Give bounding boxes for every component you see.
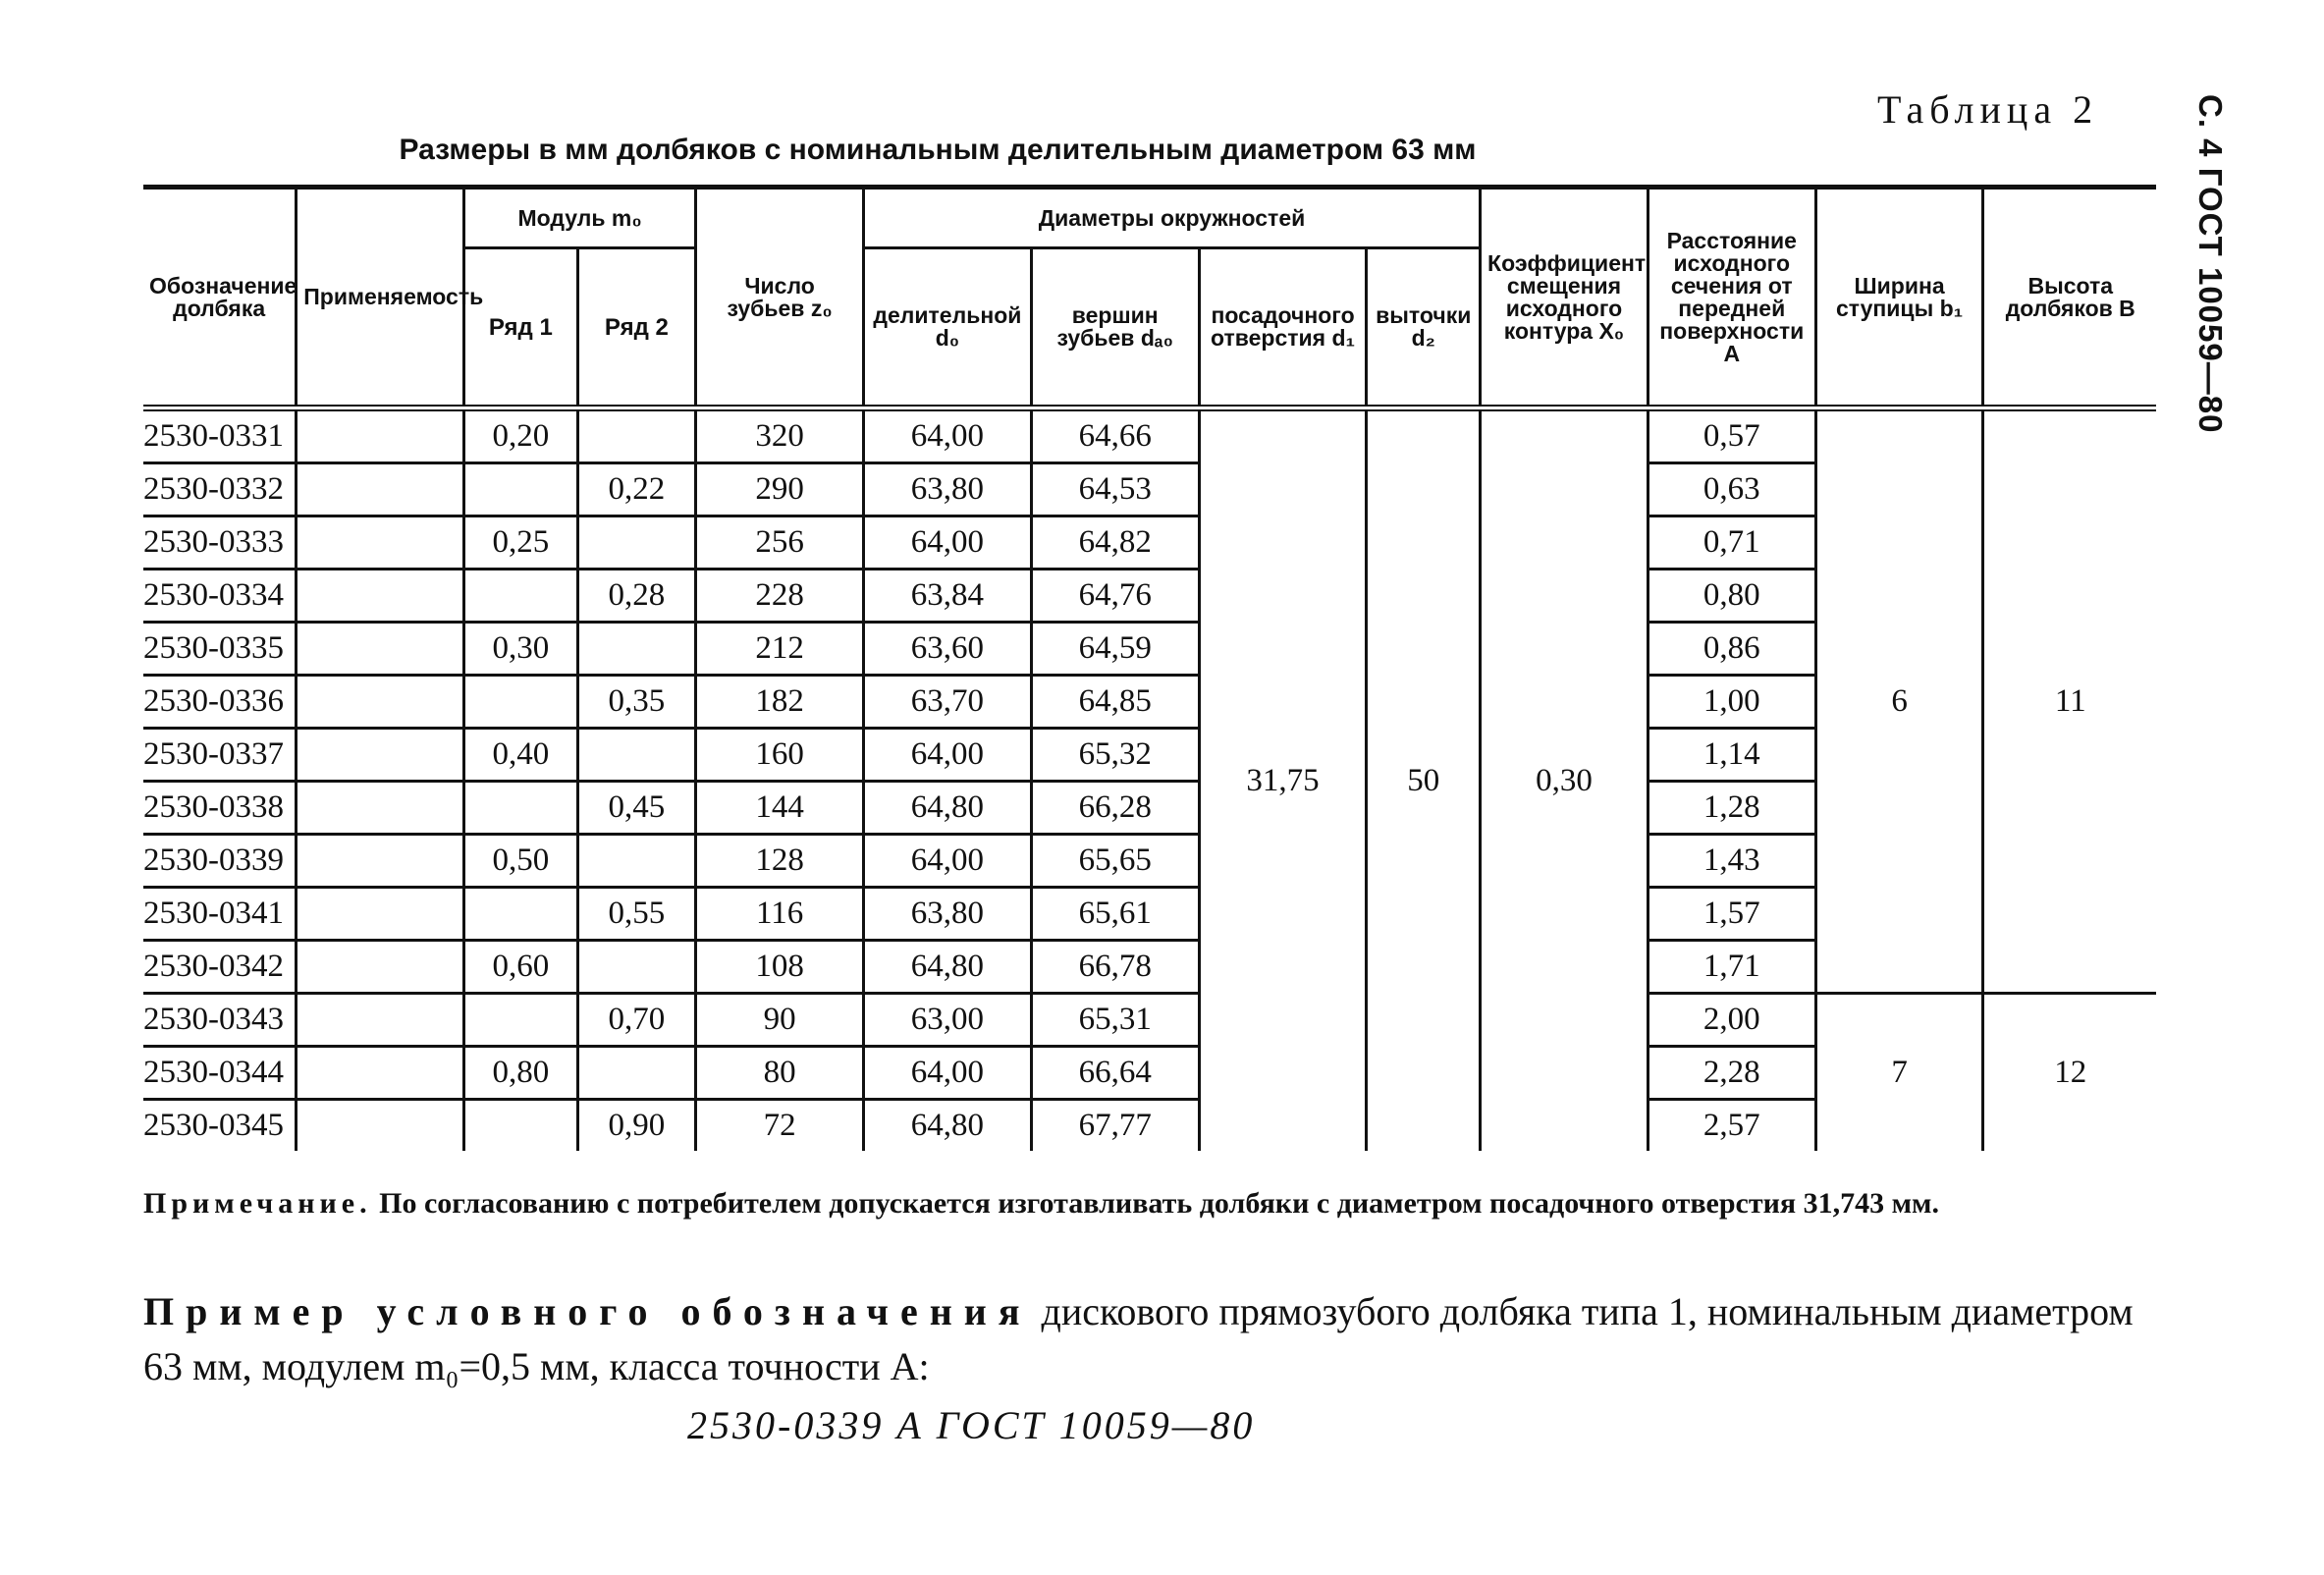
cell-applicability (297, 941, 464, 994)
cell-teeth: 128 (696, 835, 864, 888)
header-coefficient: Коэффициент смещения исходного контура X₀ (1481, 188, 1648, 408)
cell-module-row1: 0,80 (464, 1047, 578, 1100)
cell-distance: 0,86 (1648, 623, 1815, 676)
cell-module-row1 (464, 782, 578, 835)
cell-applicability (297, 676, 464, 729)
cell-hub-width: 7 (1815, 994, 1983, 1152)
table-number-label: Таблица 2 (1877, 87, 2099, 132)
cell-hub-width: 6 (1815, 408, 1983, 994)
cell-teeth: 182 (696, 676, 864, 729)
cell-applicability (297, 1100, 464, 1152)
table-note (143, 1182, 2156, 1225)
cell-tip-diameter: 65,61 (1031, 888, 1199, 941)
cell-tip-diameter: 64,85 (1031, 676, 1199, 729)
cell-teeth: 144 (696, 782, 864, 835)
example-lead: Пример условного обозначения (143, 1289, 1032, 1333)
cell-pitch-diameter: 63,80 (864, 463, 1032, 516)
header-module-row2: Ряд 2 (577, 248, 696, 408)
cell-pitch-diameter: 63,84 (864, 570, 1032, 623)
cell-applicability (297, 463, 464, 516)
cell-module-row1 (464, 570, 578, 623)
cell-teeth: 256 (696, 516, 864, 570)
cell-applicability (297, 570, 464, 623)
header-teeth: Число зубьев z₀ (696, 188, 864, 408)
cell-pitch-diameter: 64,00 (864, 408, 1032, 463)
cell-module-row2: 0,28 (577, 570, 696, 623)
cell-code: 2530-0331 (143, 408, 297, 463)
header-module-group: Модуль m₀ (464, 188, 696, 248)
cell-height: 12 (1983, 994, 2156, 1152)
cell-module-row2: 0,55 (577, 888, 696, 941)
cell-pitch-diameter: 64,00 (864, 1047, 1032, 1100)
cell-pitch-diameter: 64,80 (864, 941, 1032, 994)
cell-teeth: 116 (696, 888, 864, 941)
cell-distance: 1,43 (1648, 835, 1815, 888)
cell-module-row1 (464, 994, 578, 1047)
cell-module-row2: 0,70 (577, 994, 696, 1047)
cell-module-row1: 0,30 (464, 623, 578, 676)
cell-teeth: 290 (696, 463, 864, 516)
cell-tip-diameter: 67,77 (1031, 1100, 1199, 1152)
cell-module-row2 (577, 1047, 696, 1100)
cell-distance: 2,28 (1648, 1047, 1815, 1100)
cell-distance: 1,00 (1648, 676, 1815, 729)
cell-code: 2530-0343 (143, 994, 297, 1047)
cell-module-row1: 0,25 (464, 516, 578, 570)
cell-applicability (297, 888, 464, 941)
cell-code: 2530-0337 (143, 729, 297, 782)
cell-code: 2530-0332 (143, 463, 297, 516)
cell-pitch-diameter: 63,70 (864, 676, 1032, 729)
cell-module-row1: 0,20 (464, 408, 578, 463)
header-hub-width: Ширина ступицы b₁ (1815, 188, 1983, 408)
cell-tip-diameter: 65,32 (1031, 729, 1199, 782)
cell-code: 2530-0336 (143, 676, 297, 729)
cell-height: 11 (1983, 408, 2156, 994)
cell-coefficient: 0,30 (1481, 408, 1648, 1152)
header-code: Обозначение долбяка (143, 188, 297, 408)
cell-teeth: 160 (696, 729, 864, 782)
page-running-header: С. 4 ГОСТ 10059—80 (2192, 94, 2229, 434)
cell-code: 2530-0344 (143, 1047, 297, 1100)
cell-module-row1: 0,60 (464, 941, 578, 994)
cell-module-row1 (464, 463, 578, 516)
designation-code: 2530-0339 А ГОСТ 10059—80 (687, 1403, 1256, 1441)
header-module-row1: Ряд 1 (464, 248, 578, 408)
cell-module-row2 (577, 408, 696, 463)
cell-code: 2530-0342 (143, 941, 297, 994)
cell-pitch-diameter: 63,80 (864, 888, 1032, 941)
cell-applicability (297, 1047, 464, 1100)
cell-teeth: 228 (696, 570, 864, 623)
header-diameters-group: Диаметры окружностей (864, 188, 1481, 248)
cell-distance: 0,57 (1648, 408, 1815, 463)
cell-distance: 1,14 (1648, 729, 1815, 782)
cell-pitch-diameter: 64,80 (864, 782, 1032, 835)
cell-distance: 0,80 (1648, 570, 1815, 623)
cell-distance: 2,00 (1648, 994, 1815, 1047)
cell-module-row1 (464, 888, 578, 941)
cell-module-row2: 0,35 (577, 676, 696, 729)
cell-module-row2: 0,45 (577, 782, 696, 835)
header-recess-diameter: выточки d₂ (1367, 248, 1481, 408)
cell-applicability (297, 516, 464, 570)
cell-applicability (297, 835, 464, 888)
cell-tip-diameter: 64,82 (1031, 516, 1199, 570)
cell-module-row1 (464, 676, 578, 729)
cell-teeth: 212 (696, 623, 864, 676)
header-distance: Расстояние исходного сечения от передней поверхности A (1648, 188, 1815, 408)
cell-applicability (297, 729, 464, 782)
cell-tip-diameter: 64,66 (1031, 408, 1199, 463)
cell-code: 2530-0338 (143, 782, 297, 835)
cell-teeth: 80 (696, 1047, 864, 1100)
header-pitch-diameter: делительной d₀ (864, 248, 1032, 408)
cell-recess-diameter: 50 (1367, 408, 1481, 1152)
cell-distance: 1,57 (1648, 888, 1815, 941)
cell-code: 2530-0339 (143, 835, 297, 888)
cell-module-row2 (577, 623, 696, 676)
cell-module-row1: 0,40 (464, 729, 578, 782)
table-row (143, 994, 2156, 1047)
cell-pitch-diameter: 64,00 (864, 516, 1032, 570)
cell-teeth: 72 (696, 1100, 864, 1152)
cell-tip-diameter: 65,31 (1031, 994, 1199, 1047)
cell-module-row2 (577, 941, 696, 994)
cell-pitch-diameter: 63,00 (864, 994, 1032, 1047)
cell-distance: 2,57 (1648, 1100, 1815, 1152)
note-text: По согласованию с потребителем допускается изготавливать долбяки с диаметром посадочного отверстия 31,743 мм. (371, 1187, 1939, 1220)
cell-distance: 0,71 (1648, 516, 1815, 570)
cell-pitch-diameter: 64,00 (864, 835, 1032, 888)
cell-pitch-diameter: 64,80 (864, 1100, 1032, 1152)
cell-applicability (297, 623, 464, 676)
table-body (143, 408, 2156, 1152)
header-tip-diameter: вершин зубьев dₐ₀ (1031, 248, 1199, 408)
cell-applicability (297, 408, 464, 463)
cell-tip-diameter: 64,76 (1031, 570, 1199, 623)
example-text: дискового прямозубого долбяка типа 1, номинальным диаметром 63 мм, модулем m₀=0,5 мм, класса точности А: (143, 1289, 2134, 1388)
cell-module-row2: 0,90 (577, 1100, 696, 1152)
cell-teeth: 320 (696, 408, 864, 463)
cell-module-row1 (464, 1100, 578, 1152)
cell-module-row2 (577, 835, 696, 888)
cell-code: 2530-0341 (143, 888, 297, 941)
cell-distance: 1,28 (1648, 782, 1815, 835)
header-applicability: Применяемость (297, 188, 464, 408)
designation-example (143, 1284, 2156, 1394)
cell-teeth: 108 (696, 941, 864, 994)
cell-module-row2 (577, 516, 696, 570)
cell-teeth: 90 (696, 994, 864, 1047)
header-height: Высота долбяков B (1983, 188, 2156, 408)
cell-tip-diameter: 66,28 (1031, 782, 1199, 835)
cell-code: 2530-0335 (143, 623, 297, 676)
cell-module-row2: 0,22 (577, 463, 696, 516)
cutter-dimensions-table (143, 185, 2156, 1151)
cell-tip-diameter: 66,78 (1031, 941, 1199, 994)
cell-bore-diameter: 31,75 (1199, 408, 1367, 1152)
cell-applicability (297, 782, 464, 835)
cell-distance: 1,71 (1648, 941, 1815, 994)
cell-pitch-diameter: 63,60 (864, 623, 1032, 676)
note-lead: Примечание. (143, 1187, 372, 1220)
cell-code: 2530-0333 (143, 516, 297, 570)
cell-module-row1: 0,50 (464, 835, 578, 888)
cell-tip-diameter: 64,59 (1031, 623, 1199, 676)
cell-tip-diameter: 66,64 (1031, 1047, 1199, 1100)
header-bore-diameter: посадочного отверстия d₁ (1199, 248, 1367, 408)
table-row (143, 408, 2156, 463)
cell-pitch-diameter: 64,00 (864, 729, 1032, 782)
cell-distance: 0,63 (1648, 463, 1815, 516)
table-title: Размеры в мм долбяков с номинальным делительным диаметром 63 мм (399, 134, 1477, 166)
cell-code: 2530-0345 (143, 1108, 284, 1143)
cell-code: 2530-0334 (143, 570, 297, 623)
cell-applicability (297, 994, 464, 1047)
cell-module-row2 (577, 729, 696, 782)
cell-tip-diameter: 64,53 (1031, 463, 1199, 516)
cell-tip-diameter: 65,65 (1031, 835, 1199, 888)
